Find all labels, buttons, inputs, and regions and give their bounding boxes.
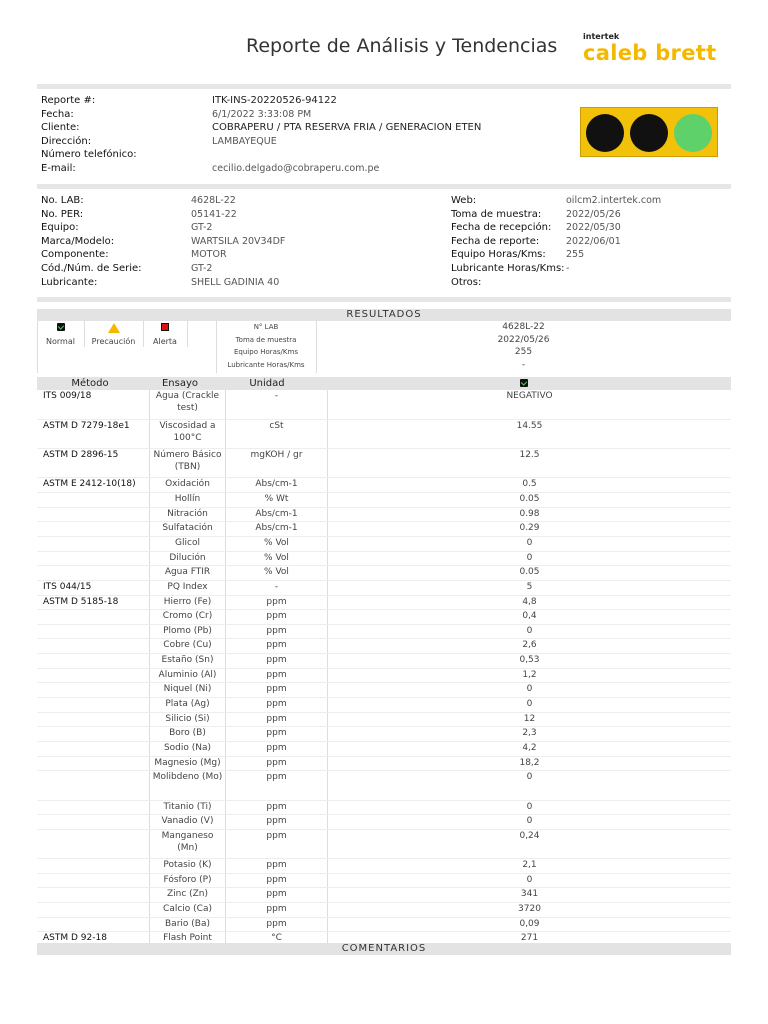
result-method [37, 522, 150, 537]
table-row [37, 668, 731, 683]
table-row [37, 654, 731, 669]
result-unit: ppm [226, 771, 328, 800]
meta-label: Equipo Horas/Kms [234, 348, 298, 357]
table-row [37, 595, 731, 610]
traffic-light [580, 107, 718, 157]
table-row [37, 551, 731, 566]
table-row [37, 829, 731, 858]
result-method [37, 536, 150, 551]
divider-top [37, 84, 731, 89]
caution-icon [84, 323, 143, 337]
result-value: 0.5 [328, 478, 732, 493]
result-test: Plomo (Pb) [150, 624, 226, 639]
result-unit: % Vol [226, 536, 328, 551]
legend-caution: Precaución [91, 337, 136, 346]
client-value: cecilio.delgado@cobraperu.com.pe [212, 162, 380, 174]
result-method [37, 888, 150, 903]
result-method [37, 668, 150, 683]
client-value: 6/1/2022 3:33:08 PM [212, 108, 312, 120]
sample-value: GT-2 [191, 222, 213, 234]
table-row [37, 683, 731, 698]
result-value: 0 [328, 815, 732, 830]
client-label: Cliente: [41, 122, 80, 133]
result-test: Niquel (Ni) [150, 683, 226, 698]
result-test: Cromo (Cr) [150, 610, 226, 625]
result-test: Fósforo (P) [150, 873, 226, 888]
legend-normal: Normal [46, 337, 75, 346]
result-unit: % Vol [226, 551, 328, 566]
sample-label: Cód./Núm. de Serie: [41, 263, 142, 274]
col-status-icon [317, 377, 731, 390]
result-test: PQ Index [150, 580, 226, 595]
sample-label: Lubricante Horas/Kms: [451, 263, 565, 274]
result-unit: ppm [226, 624, 328, 639]
result-value: 0,09 [328, 917, 732, 932]
sample-label: Equipo Horas/Kms: [451, 249, 546, 261]
result-value: 0 [328, 624, 732, 639]
table-row [37, 507, 731, 522]
table-row [37, 859, 731, 874]
result-test: Molibdeno (Mo) [150, 771, 226, 800]
result-value: 14.55 [328, 419, 732, 448]
result-value: 5 [328, 580, 732, 595]
result-method [37, 698, 150, 713]
result-test: Potasio (K) [150, 859, 226, 874]
result-unit: mgKOH / gr [226, 449, 328, 478]
result-method: ASTM D 92-18 [37, 932, 150, 947]
table-row [37, 771, 731, 800]
result-unit: ppm [226, 741, 328, 756]
result-unit: ppm [226, 873, 328, 888]
sample-label: Fecha de reporte: [451, 235, 540, 247]
col-test: Ensayo [161, 378, 199, 389]
result-value: 0.98 [328, 507, 732, 522]
result-method: ITS 009/18 [37, 390, 150, 419]
result-test: Viscosidad a 100°C [150, 419, 226, 448]
result-method [37, 566, 150, 581]
legend-alert: Alerta [153, 337, 177, 346]
result-method [37, 727, 150, 742]
table-row [37, 756, 731, 771]
result-unit: cSt [226, 419, 328, 448]
result-unit: ppm [226, 903, 328, 918]
result-method [37, 683, 150, 698]
result-unit: ppm [226, 639, 328, 654]
sample-label: Otros: [451, 276, 482, 288]
sample-label: Lubricante: [41, 276, 98, 288]
meta-value: 2022/05/26 [497, 334, 550, 345]
result-method [37, 873, 150, 888]
result-method: ITS 044/15 [37, 580, 150, 595]
client-value: LAMBAYEQUE [212, 135, 277, 147]
result-unit: °C [226, 932, 328, 947]
col-method: Método [71, 378, 109, 389]
result-method [37, 859, 150, 874]
sample-value: 2022/06/01 [566, 235, 621, 247]
result-value: 0,24 [328, 829, 732, 858]
result-value: 0,53 [328, 654, 732, 669]
result-value: 0 [328, 873, 732, 888]
table-row [37, 639, 731, 654]
result-method [37, 829, 150, 858]
result-test: Hollín [150, 493, 226, 508]
sample-value: 2022/05/26 [566, 208, 621, 220]
result-unit: ppm [226, 800, 328, 815]
result-test: Manganeso (Mn) [150, 829, 226, 858]
results-header [37, 377, 731, 390]
result-value: 0,4 [328, 610, 732, 625]
result-unit: ppm [226, 888, 328, 903]
result-value: 0 [328, 800, 732, 815]
sample-label: Marca/Modelo: [41, 235, 115, 247]
lamp-red-icon [586, 114, 624, 152]
results-section-title: RESULTADOS [37, 309, 731, 321]
result-test: Sulfatación [150, 522, 226, 537]
result-test: Plata (Ag) [150, 698, 226, 713]
sample-value: 05141-22 [191, 208, 237, 220]
result-value: 0 [328, 698, 732, 713]
table-row [37, 815, 731, 830]
result-value: 0 [328, 551, 732, 566]
client-label: Reporte #: [41, 95, 96, 106]
meta-value: 255 [514, 347, 533, 358]
client-value: ITK-INS-20220526-94122 [212, 95, 337, 106]
result-value: 12 [328, 712, 732, 727]
result-method [37, 771, 150, 800]
result-unit: ppm [226, 727, 328, 742]
table-row [37, 624, 731, 639]
result-method [37, 610, 150, 625]
sample-value: WARTSILA 20V34DF [191, 235, 286, 247]
result-value: 271 [328, 932, 732, 947]
result-value: 0.29 [328, 522, 732, 537]
result-unit: ppm [226, 756, 328, 771]
result-unit: ppm [226, 668, 328, 683]
meta-value: - [521, 359, 526, 370]
result-test: Número Básico (TBN) [150, 449, 226, 478]
result-unit: Abs/cm-1 [226, 478, 328, 493]
result-method: ASTM E 2412-10(18) [37, 478, 150, 493]
result-unit: ppm [226, 683, 328, 698]
result-method [37, 741, 150, 756]
sample-value: MOTOR [191, 249, 227, 261]
comments-section-title: COMENTARIOS [37, 943, 731, 955]
result-value: 0 [328, 771, 732, 800]
company-logo [583, 32, 723, 72]
result-unit: ppm [226, 859, 328, 874]
result-method [37, 815, 150, 830]
sample-label: Componente: [41, 249, 109, 261]
result-unit: % Wt [226, 493, 328, 508]
result-value: 2,1 [328, 859, 732, 874]
result-method: ASTM D 7279-18e1 [37, 419, 150, 448]
result-method [37, 624, 150, 639]
result-test: Cobre (Cu) [150, 639, 226, 654]
result-method [37, 712, 150, 727]
result-test: Calcio (Ca) [150, 903, 226, 918]
result-test: Flash Point [150, 932, 226, 947]
meta-label: N° LAB [253, 323, 279, 331]
result-value: 341 [328, 888, 732, 903]
result-value: 2,6 [328, 639, 732, 654]
result-method: ASTM D 2896-15 [37, 449, 150, 478]
table-row [37, 903, 731, 918]
result-unit: ppm [226, 654, 328, 669]
meta-value: 4628L-22 [502, 322, 545, 332]
meta-label: Lubricante Horas/Kms [227, 360, 305, 369]
result-method [37, 756, 150, 771]
client-value: COBRAPERU / PTA RESERVA FRIA / GENERACION ETEN [212, 122, 482, 133]
result-value: 0 [328, 683, 732, 698]
result-test: Sodio (Na) [150, 741, 226, 756]
result-unit: ppm [226, 610, 328, 625]
result-value: NEGATIVO [328, 390, 732, 419]
result-method [37, 639, 150, 654]
result-test: Agua FTIR [150, 566, 226, 581]
sample-label: Fecha de recepción: [451, 222, 552, 234]
sample-value: 2022/05/30 [566, 222, 621, 234]
table-row [37, 800, 731, 815]
lamp-green-icon [674, 114, 712, 152]
result-test: Vanadio (V) [150, 815, 226, 830]
col-unit: Unidad [249, 378, 285, 389]
table-row [37, 390, 731, 419]
table-row [37, 610, 731, 625]
result-unit: - [226, 390, 328, 419]
result-value: 1,2 [328, 668, 732, 683]
table-row [37, 419, 731, 448]
result-method [37, 917, 150, 932]
result-value: 0 [328, 536, 732, 551]
result-unit: ppm [226, 815, 328, 830]
result-method [37, 654, 150, 669]
result-test: Bario (Ba) [150, 917, 226, 932]
divider-results [37, 297, 731, 302]
results-table [37, 390, 731, 947]
result-test: Silicio (Si) [150, 712, 226, 727]
result-method [37, 551, 150, 566]
result-method [37, 507, 150, 522]
result-value: 0.05 [328, 493, 732, 508]
sample-label: No. PER: [41, 208, 84, 220]
table-row [37, 698, 731, 713]
client-label: E-mail: [41, 162, 76, 174]
table-row [37, 712, 731, 727]
result-test: Glicol [150, 536, 226, 551]
table-row [37, 536, 731, 551]
result-unit: ppm [226, 595, 328, 610]
sample-value: oilcm2.intertek.com [566, 195, 662, 206]
table-row [37, 888, 731, 903]
result-test: Nitración [150, 507, 226, 522]
result-test: Hierro (Fe) [150, 595, 226, 610]
table-row [37, 727, 731, 742]
result-test: Oxidación [150, 478, 226, 493]
table-row [37, 741, 731, 756]
result-unit: % Vol [226, 566, 328, 581]
lamp-yellow-icon [630, 114, 668, 152]
result-unit: ppm [226, 829, 328, 858]
result-value: 3720 [328, 903, 732, 918]
table-row [37, 449, 731, 478]
result-unit: Abs/cm-1 [226, 507, 328, 522]
result-test: Aluminio (Al) [150, 668, 226, 683]
result-test: Titanio (Ti) [150, 800, 226, 815]
sample-value: 4628L-22 [191, 195, 236, 206]
result-value: 4,8 [328, 595, 732, 610]
result-unit: Abs/cm-1 [226, 522, 328, 537]
result-value: 0.05 [328, 566, 732, 581]
table-row [37, 478, 731, 493]
result-method [37, 493, 150, 508]
sample-label: No. LAB: [41, 195, 84, 206]
result-value: 18,2 [328, 756, 732, 771]
result-test: Estaño (Sn) [150, 654, 226, 669]
report-title: Reporte de Análisis y Tendencias [246, 35, 558, 57]
result-unit: ppm [226, 698, 328, 713]
table-row [37, 580, 731, 595]
result-test: Magnesio (Mg) [150, 756, 226, 771]
table-row [37, 873, 731, 888]
sample-value: GT-2 [191, 263, 213, 274]
result-unit: ppm [226, 917, 328, 932]
divider-middle [37, 184, 731, 189]
result-method [37, 903, 150, 918]
result-test: Zinc (Zn) [150, 888, 226, 903]
table-row [37, 493, 731, 508]
result-test: Boro (B) [150, 727, 226, 742]
table-row [37, 566, 731, 581]
result-value: 12.5 [328, 449, 732, 478]
client-label: Dirección: [41, 135, 92, 147]
table-row [37, 917, 731, 932]
sample-value: 255 [566, 249, 585, 261]
result-test: Agua (Crackle test) [150, 390, 226, 419]
result-unit: - [226, 580, 328, 595]
alert-icon [143, 323, 187, 335]
normal-icon [37, 323, 84, 335]
logo-intertek: intertek [583, 32, 620, 41]
result-unit: ppm [226, 712, 328, 727]
client-label: Número telefónico: [41, 149, 137, 160]
result-test: Dilución [150, 551, 226, 566]
sample-value: SHELL GADINIA 40 [191, 276, 280, 288]
sample-label: Toma de muestra: [451, 208, 542, 220]
table-row [37, 522, 731, 537]
result-method: ASTM D 5185-18 [37, 595, 150, 610]
result-value: 2,3 [328, 727, 732, 742]
logo-caleb-brett: caleb brett [583, 41, 717, 65]
sample-label: Equipo: [41, 222, 79, 234]
client-label: Fecha: [41, 108, 74, 120]
sample-label: Web: [451, 195, 477, 206]
sample-value: - [566, 263, 570, 274]
meta-label: Toma de muestra [235, 335, 297, 344]
result-value: 4,2 [328, 741, 732, 756]
result-method [37, 800, 150, 815]
